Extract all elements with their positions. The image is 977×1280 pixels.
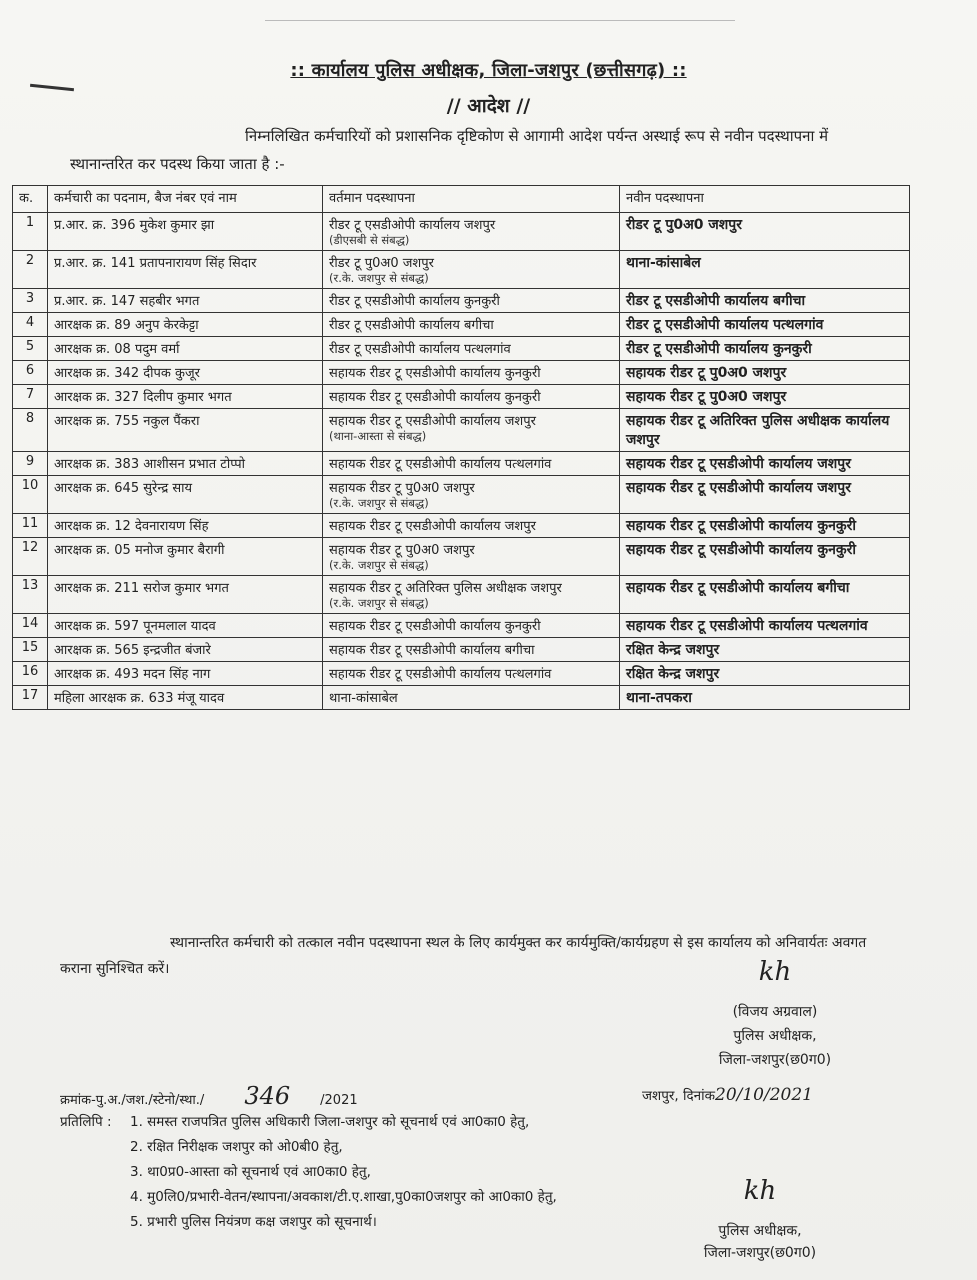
cell-serial-text: 6 bbox=[25, 363, 35, 378]
cell-new-posting-text: रीडर टू एसडीओपी कार्यालय कुनकुरी bbox=[626, 341, 812, 357]
table-row bbox=[13, 686, 910, 710]
cell-current-posting bbox=[323, 251, 620, 289]
cell-employee bbox=[48, 476, 323, 514]
cell-serial-text: 17 bbox=[21, 688, 39, 703]
cell-serial bbox=[13, 576, 48, 614]
cell-current-posting bbox=[323, 514, 620, 538]
copies-list bbox=[60, 1110, 557, 1235]
cell-employee-text: आरक्षक क्र. 645 सुरेन्द्र साय bbox=[54, 481, 193, 496]
cell-new-posting bbox=[620, 576, 910, 614]
cell-current-posting bbox=[323, 361, 620, 385]
table-row bbox=[13, 538, 910, 576]
signature-block bbox=[660, 957, 890, 1072]
cell-current-posting bbox=[323, 452, 620, 476]
footer-instruction: स्थानान्तरित कर्मचारी को तत्काल नवीन पदस्थापना स्थल के लिए कार्यमुक्त कर कार्यमुक्ति/कार्यग्रहण से इस कार्यालय को अनिवार्यतः अवगत कराना सुनिश्चित करें। bbox=[60, 935, 867, 977]
cell-employee bbox=[48, 251, 323, 289]
cell-employee-text: आरक्षक क्र. 12 देवनारायण सिंह bbox=[54, 519, 209, 534]
cell-new-posting-text: थाना-कांसाबेल bbox=[626, 255, 701, 271]
cell-serial-text: 14 bbox=[21, 616, 39, 631]
cell-current-posting bbox=[323, 409, 620, 452]
cell-new-posting-text: रीडर टू एसडीओपी कार्यालय बगीचा bbox=[626, 293, 806, 309]
cell-serial bbox=[13, 514, 48, 538]
table-row bbox=[13, 251, 910, 289]
cell-serial-text: 2 bbox=[25, 253, 35, 268]
order-date: 20/10/2021 bbox=[715, 1085, 813, 1105]
cell-serial-text: 11 bbox=[21, 516, 39, 531]
table-header-row bbox=[13, 186, 910, 213]
cell-new-posting-text: सहायक रीडर टू एसडीओपी कार्यालय जशपुर bbox=[626, 456, 851, 472]
table-row bbox=[13, 576, 910, 614]
cell-current-posting-text: सहायक रीडर टू एसडीओपी कार्यालय कुनकुरी bbox=[329, 366, 541, 381]
cell-current-note: (र.के. जशपुर से संबद्ध) bbox=[329, 271, 429, 285]
cell-current-posting-text: थाना-कांसाबेल bbox=[329, 691, 398, 706]
cell-serial-text: 1 bbox=[25, 215, 35, 230]
cell-serial bbox=[13, 614, 48, 638]
cell-employee-text: आरक्षक क्र. 383 आशीसन प्रभात टोप्पो bbox=[54, 457, 245, 472]
table-row bbox=[13, 638, 910, 662]
cell-current-posting bbox=[323, 313, 620, 337]
col-header-new: नवीन पदस्थापना bbox=[620, 186, 910, 213]
signature-mark: kh bbox=[758, 957, 792, 987]
cell-current-posting-text: सहायक रीडर टू एसडीओपी कार्यालय पत्थलगांव bbox=[329, 457, 552, 472]
place-date-label: जशपुर, दिनांक bbox=[642, 1088, 715, 1104]
cell-new-posting bbox=[620, 251, 910, 289]
cell-serial-text: 12 bbox=[21, 540, 39, 555]
table-row bbox=[13, 614, 910, 638]
cell-current-posting-text: सहायक रीडर टू पु0अ0 जशपुर bbox=[329, 481, 475, 496]
cell-employee-text: आरक्षक क्र. 89 अनुप केरकेट्टा bbox=[54, 318, 199, 333]
signatory-district: जिला-जशपुर(छ0ग0) bbox=[718, 1052, 832, 1068]
signature-block-2 bbox=[670, 1176, 850, 1264]
cell-new-posting bbox=[620, 686, 910, 710]
cell-new-posting bbox=[620, 361, 910, 385]
cell-new-posting-text: सहायक रीडर टू एसडीओपी कार्यालय कुनकुरी bbox=[626, 542, 856, 558]
cell-new-posting bbox=[620, 313, 910, 337]
cell-employee bbox=[48, 337, 323, 361]
table-row bbox=[13, 289, 910, 313]
cell-current-posting bbox=[323, 638, 620, 662]
cell-current-posting-text: रीडर टू एसडीओपी कार्यालय कुनकुरी bbox=[329, 294, 500, 309]
cell-serial bbox=[13, 337, 48, 361]
cell-new-posting bbox=[620, 289, 910, 313]
cell-serial bbox=[13, 289, 48, 313]
table-row bbox=[13, 476, 910, 514]
cell-new-posting-text: सहायक रीडर टू एसडीओपी कार्यालय पत्थलगांव bbox=[626, 618, 868, 634]
cell-new-posting bbox=[620, 538, 910, 576]
cell-employee bbox=[48, 576, 323, 614]
cell-serial bbox=[13, 662, 48, 686]
signatory-name: (विजय अग्रवाल) bbox=[732, 1004, 818, 1020]
copy-item: 1. समस्त राजपत्रित पुलिस अधिकारी जिला-जशपुर को सूचनार्थ एवं आ0का0 हेतु, bbox=[130, 1114, 530, 1130]
cell-employee bbox=[48, 638, 323, 662]
cell-new-posting-text: थाना-तपकरा bbox=[626, 690, 692, 706]
cell-current-posting-text: सहायक रीडर टू एसडीओपी कार्यालय कुनकुरी bbox=[329, 619, 541, 634]
cell-new-posting-text: रीडर टू पु0अ0 जशपुर bbox=[626, 217, 742, 233]
cell-serial-text: 15 bbox=[21, 640, 39, 655]
cell-new-posting-text: सहायक रीडर टू एसडीओपी कार्यालय कुनकुरी bbox=[626, 518, 856, 534]
office-heading bbox=[0, 58, 977, 82]
transfer-table bbox=[12, 185, 910, 710]
cell-serial-text: 4 bbox=[25, 315, 35, 330]
cell-employee bbox=[48, 452, 323, 476]
cell-current-posting-text: सहायक रीडर टू एसडीओपी कार्यालय जशपुर bbox=[329, 414, 536, 429]
cell-current-posting bbox=[323, 289, 620, 313]
cell-employee bbox=[48, 614, 323, 638]
table-row bbox=[13, 409, 910, 452]
cell-employee bbox=[48, 662, 323, 686]
cell-serial bbox=[13, 385, 48, 409]
cell-employee-text: आरक्षक क्र. 565 इन्द्रजीत बंजारे bbox=[54, 643, 211, 658]
table-row bbox=[13, 213, 910, 251]
cell-employee bbox=[48, 538, 323, 576]
cell-new-posting bbox=[620, 409, 910, 452]
copy-item: 4. मु0लि0/प्रभारी-वेतन/स्थापना/अवकाश/टी.ए.शाखा,पु0का0जशपुर को आ0का0 हेतु, bbox=[130, 1189, 557, 1205]
cell-serial-text: 13 bbox=[21, 578, 39, 593]
cell-new-posting-text: रक्षित केन्द्र जशपुर bbox=[626, 642, 720, 658]
cell-new-posting-text: रीडर टू एसडीओपी कार्यालय पत्थलगांव bbox=[626, 317, 824, 333]
table-row bbox=[13, 385, 910, 409]
cell-serial-text: 8 bbox=[25, 411, 35, 426]
cell-new-posting bbox=[620, 662, 910, 686]
cell-new-posting-text: सहायक रीडर टू पु0अ0 जशपुर bbox=[626, 389, 787, 405]
cell-serial-text: 5 bbox=[25, 339, 35, 354]
cell-current-posting bbox=[323, 337, 620, 361]
cell-new-posting-text: सहायक रीडर टू पु0अ0 जशपुर bbox=[626, 365, 787, 381]
cell-current-posting-text: सहायक रीडर टू अतिरिक्त पुलिस अधीक्षक जशपुर bbox=[329, 581, 562, 596]
cell-current-posting-text: सहायक रीडर टू एसडीओपी कार्यालय कुनकुरी bbox=[329, 390, 541, 405]
cell-serial bbox=[13, 361, 48, 385]
table-body bbox=[13, 213, 910, 710]
signatory-title-2: पुलिस अधीक्षक, bbox=[718, 1223, 802, 1239]
cell-employee-text: आरक्षक क्र. 05 मनोज कुमार बैरागी bbox=[54, 543, 225, 558]
table-row bbox=[13, 514, 910, 538]
cell-employee bbox=[48, 361, 323, 385]
cell-employee bbox=[48, 385, 323, 409]
signatory-district-2: जिला-जशपुर(छ0ग0) bbox=[703, 1245, 817, 1261]
cell-current-posting bbox=[323, 385, 620, 409]
cell-new-posting bbox=[620, 213, 910, 251]
cell-serial bbox=[13, 251, 48, 289]
cell-serial bbox=[13, 476, 48, 514]
cell-serial-text: 3 bbox=[25, 291, 35, 306]
cell-employee-text: आरक्षक क्र. 493 मदन सिंह नाग bbox=[54, 667, 211, 682]
cell-employee-text: आरक्षक क्र. 327 दिलीप कुमार भगत bbox=[54, 390, 232, 405]
table-row bbox=[13, 313, 910, 337]
col-header-name: कर्मचारी का पदनाम, बैज नंबर एवं नाम bbox=[48, 186, 323, 213]
cell-serial bbox=[13, 409, 48, 452]
cell-new-posting bbox=[620, 337, 910, 361]
cell-employee bbox=[48, 686, 323, 710]
cell-current-note: (र.के. जशपुर से संबद्ध) bbox=[329, 596, 429, 610]
cell-new-posting-text: सहायक रीडर टू अतिरिक्त पुलिस अधीक्षक कार्यालय जशपुर bbox=[626, 413, 890, 448]
cell-current-posting bbox=[323, 538, 620, 576]
cell-employee-text: प्र.आर. क्र. 147 सहबीर भगत bbox=[54, 294, 200, 309]
cell-serial bbox=[13, 213, 48, 251]
cell-current-posting-text: सहायक रीडर टू पु0अ0 जशपुर bbox=[329, 543, 475, 558]
cell-current-note: (र.के. जशपुर से संबद्ध) bbox=[329, 558, 429, 572]
cell-current-posting bbox=[323, 614, 620, 638]
copy-item: 3. था0प्र0-आस्ता को सूचनार्थ एवं आ0का0 हेतु, bbox=[130, 1164, 371, 1180]
cell-serial-text: 10 bbox=[21, 478, 39, 493]
cell-current-posting-text: रीडर टू एसडीओपी कार्यालय बगीचा bbox=[329, 318, 494, 333]
cell-new-posting bbox=[620, 476, 910, 514]
table-row bbox=[13, 452, 910, 476]
date-line bbox=[642, 1085, 813, 1105]
cell-current-posting bbox=[323, 576, 620, 614]
cell-current-posting-text: रीडर टू पु0अ0 जशपुर bbox=[329, 256, 434, 271]
office-heading-text: :: कार्यालय पुलिस अधीक्षक, जिला-जशपुर (छत्तीसगढ़) :: bbox=[290, 60, 687, 81]
cell-current-posting-text: रीडर टू एसडीओपी कार्यालय जशपुर bbox=[329, 218, 496, 233]
cell-current-posting-text: रीडर टू एसडीओपी कार्यालय पत्थलगांव bbox=[329, 342, 511, 357]
cell-employee-text: महिला आरक्षक क्र. 633 मंजू यादव bbox=[54, 691, 225, 706]
reference-line bbox=[60, 1082, 358, 1110]
cell-current-posting bbox=[323, 213, 620, 251]
reference-prefix: क्रमांक-पु.अ./जश./स्टेनो/स्था./ bbox=[60, 1093, 205, 1108]
intro-paragraph: निम्नलिखित कर्मचारियों को प्रशासनिक दृष्टिकोण से आगामी आदेश पर्यन्त अस्थाई रूप से नवीन पदस्थापना में स्थानान्तरित कर पदस्थ किया जाता है :- bbox=[70, 127, 829, 173]
cell-employee bbox=[48, 213, 323, 251]
cell-new-posting bbox=[620, 452, 910, 476]
table-row bbox=[13, 361, 910, 385]
cell-employee bbox=[48, 289, 323, 313]
col-header-sn: क. bbox=[13, 186, 48, 213]
cell-serial-text: 16 bbox=[21, 664, 39, 679]
cell-new-posting-text: सहायक रीडर टू एसडीओपी कार्यालय बगीचा bbox=[626, 580, 850, 596]
cell-employee-text: आरक्षक क्र. 211 सरोज कुमार भगत bbox=[54, 581, 229, 596]
cell-serial bbox=[13, 538, 48, 576]
cell-current-posting-text: सहायक रीडर टू एसडीओपी कार्यालय बगीचा bbox=[329, 643, 535, 658]
reference-year: /2021 bbox=[320, 1093, 358, 1108]
cell-current-posting bbox=[323, 476, 620, 514]
cell-current-note: (र.के. जशपुर से संबद्ध) bbox=[329, 496, 429, 510]
table-row bbox=[13, 337, 910, 361]
cell-employee bbox=[48, 313, 323, 337]
cell-serial-text: 7 bbox=[25, 387, 35, 402]
cell-new-posting-text: रक्षित केन्द्र जशपुर bbox=[626, 666, 720, 682]
cell-new-posting bbox=[620, 514, 910, 538]
cell-new-posting bbox=[620, 385, 910, 409]
cell-serial bbox=[13, 638, 48, 662]
signature-mark-2: kh bbox=[743, 1176, 777, 1206]
copy-item-row-1 bbox=[60, 1110, 557, 1135]
cell-new-posting bbox=[620, 614, 910, 638]
cell-new-posting-text: सहायक रीडर टू एसडीओपी कार्यालय जशपुर bbox=[626, 480, 851, 496]
cell-employee bbox=[48, 409, 323, 452]
cell-serial bbox=[13, 686, 48, 710]
cell-employee-text: आरक्षक क्र. 597 पूनमलाल यादव bbox=[54, 619, 216, 634]
copy-item: 2. रक्षित निरीक्षक जशपुर को ओ0बी0 हेतु, bbox=[130, 1139, 343, 1155]
signatory-title: पुलिस अधीक्षक, bbox=[733, 1028, 817, 1044]
cell-serial-text: 9 bbox=[25, 454, 35, 469]
cell-employee-text: आरक्षक क्र. 342 दीपक कुजूर bbox=[54, 366, 200, 381]
cell-new-posting bbox=[620, 638, 910, 662]
copy-item: 5. प्रभारी पुलिस नियंत्रण कक्ष जशपुर को सूचनार्थ। bbox=[130, 1214, 377, 1230]
cell-current-posting-text: सहायक रीडर टू एसडीओपी कार्यालय पत्थलगांव bbox=[329, 667, 552, 682]
cell-employee-text: प्र.आर. क्र. 396 मुकेश कुमार झा bbox=[54, 218, 215, 233]
table-row bbox=[13, 662, 910, 686]
pen-mark bbox=[30, 84, 74, 92]
cell-serial bbox=[13, 313, 48, 337]
cell-current-note: (डीएसबी से संबद्ध) bbox=[329, 233, 410, 247]
cell-employee-text: आरक्षक क्र. 755 नकुल पैंकरा bbox=[54, 414, 200, 429]
cell-employee-text: प्र.आर. क्र. 141 प्रतापनारायण सिंह सिदार bbox=[54, 256, 257, 271]
cell-employee bbox=[48, 514, 323, 538]
cell-current-posting bbox=[323, 686, 620, 710]
reference-number: 346 bbox=[244, 1082, 291, 1110]
cell-current-note: (थाना-आस्ता से संबद्ध) bbox=[329, 429, 427, 443]
cell-current-posting bbox=[323, 662, 620, 686]
cell-serial bbox=[13, 452, 48, 476]
cell-current-posting-text: सहायक रीडर टू एसडीओपी कार्यालय जशपुर bbox=[329, 519, 536, 534]
copies-label: प्रतिलिपि : bbox=[60, 1114, 112, 1130]
top-rule bbox=[265, 20, 735, 21]
cell-employee-text: आरक्षक क्र. 08 पदुम वर्मा bbox=[54, 342, 180, 357]
col-header-current: वर्तमान पदस्थापना bbox=[323, 186, 620, 213]
order-heading: // आदेश // bbox=[446, 95, 531, 117]
